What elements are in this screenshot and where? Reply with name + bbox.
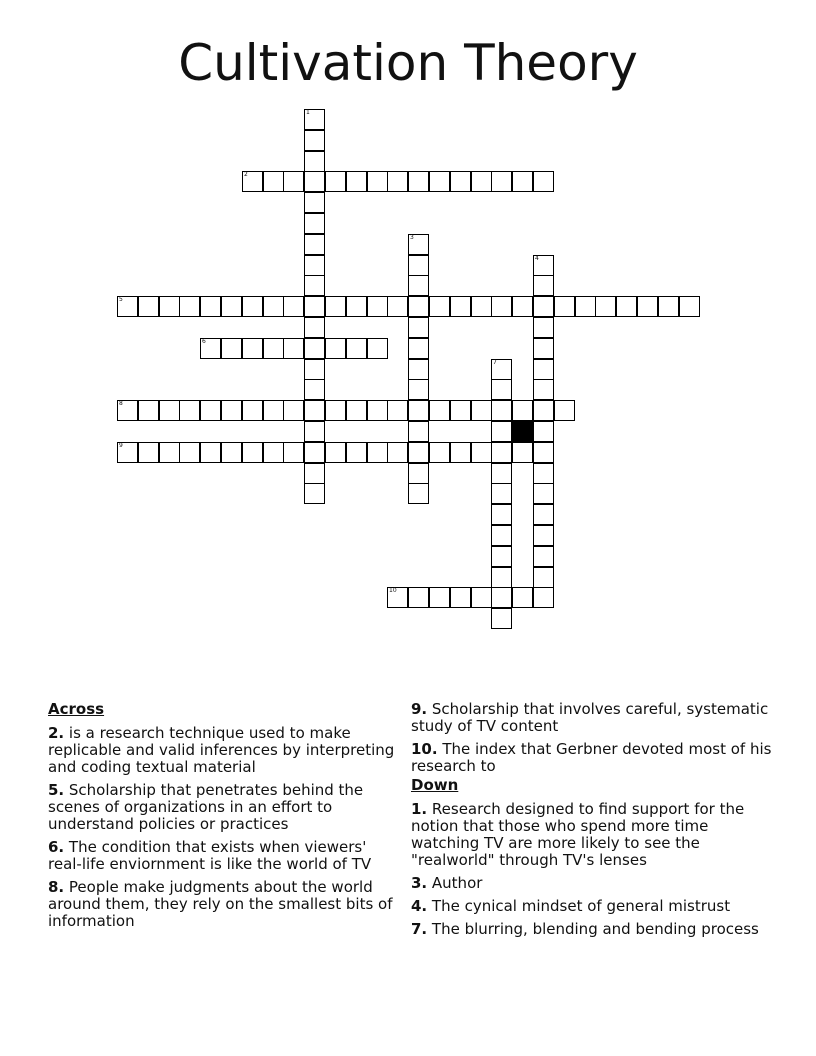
grid-cell[interactable] <box>304 192 325 213</box>
grid-cell[interactable] <box>346 296 367 317</box>
block-cell <box>512 421 533 442</box>
grid-cell[interactable] <box>159 400 180 421</box>
grid-cell[interactable] <box>533 463 554 484</box>
grid-cell[interactable] <box>179 296 200 317</box>
grid-cell[interactable] <box>304 463 325 484</box>
grid-cell[interactable] <box>408 255 429 276</box>
across-clue-9 <box>411 701 773 735</box>
grid-cell[interactable] <box>408 359 429 380</box>
clue-text: The cynical mindset of general mistrust <box>427 897 731 915</box>
grid-cell[interactable] <box>512 296 533 317</box>
grid-cell[interactable] <box>159 296 180 317</box>
across-clue-8 <box>48 879 398 930</box>
grid-cell[interactable] <box>325 400 346 421</box>
grid-cell[interactable] <box>408 234 429 255</box>
grid-cell[interactable] <box>533 171 554 192</box>
clue-text: People make judgments about the world around them, they rely on the smallest bits of information <box>48 878 393 930</box>
grid-cell[interactable] <box>429 400 450 421</box>
grid-cell[interactable] <box>346 171 367 192</box>
grid-cell[interactable] <box>138 400 159 421</box>
clue-number-label: 2 <box>244 171 248 178</box>
grid-cell[interactable] <box>138 296 159 317</box>
grid-cell[interactable] <box>242 400 263 421</box>
grid-cell[interactable] <box>429 587 450 608</box>
grid-cell[interactable] <box>117 296 138 317</box>
grid-cell[interactable] <box>408 442 429 463</box>
grid-cell[interactable] <box>387 171 408 192</box>
grid-cell[interactable] <box>263 400 284 421</box>
grid-cell[interactable] <box>304 359 325 380</box>
down-clue-4 <box>411 898 773 915</box>
grid-cell[interactable] <box>491 608 512 629</box>
grid-cell[interactable] <box>304 421 325 442</box>
grid-cell[interactable] <box>471 587 492 608</box>
grid-cell[interactable] <box>512 400 533 421</box>
clue-number-label: 7 <box>493 359 497 366</box>
grid-cell[interactable] <box>283 296 304 317</box>
grid-cell[interactable] <box>304 234 325 255</box>
grid-cell[interactable] <box>387 400 408 421</box>
clue-number: 8. <box>48 878 65 896</box>
puzzle-title: Cultivation Theory <box>178 34 638 92</box>
grid-cell[interactable] <box>263 338 284 359</box>
grid-cell[interactable] <box>616 296 637 317</box>
grid-cell[interactable] <box>387 442 408 463</box>
clue-number: 10. <box>411 740 438 758</box>
grid-cell[interactable] <box>387 587 408 608</box>
grid-cell[interactable] <box>450 400 471 421</box>
grid-cell[interactable] <box>304 338 325 359</box>
clue-number: 6. <box>48 838 65 856</box>
across-clue-10 <box>411 741 773 775</box>
grid-cell[interactable] <box>491 296 512 317</box>
down-heading: Down <box>411 776 459 794</box>
grid-cell[interactable] <box>491 379 512 400</box>
grid-cell[interactable] <box>491 359 512 380</box>
grid-cell[interactable] <box>283 442 304 463</box>
grid-cell[interactable] <box>283 338 304 359</box>
clue-number-label: 4 <box>535 255 539 262</box>
grid-cell[interactable] <box>491 525 512 546</box>
grid-cell[interactable] <box>554 400 575 421</box>
grid-cell[interactable] <box>533 546 554 567</box>
grid-cell[interactable] <box>408 587 429 608</box>
grid-cell[interactable] <box>533 296 554 317</box>
clue-number: 2. <box>48 724 65 742</box>
grid-cell[interactable] <box>533 421 554 442</box>
grid-cell[interactable] <box>179 442 200 463</box>
clue-text: Scholarship that involves careful, systematic study of TV content <box>411 700 769 735</box>
grid-cell[interactable] <box>679 296 700 317</box>
grid-cell[interactable] <box>450 442 471 463</box>
grid-cell[interactable] <box>242 442 263 463</box>
grid-cell[interactable] <box>367 400 388 421</box>
grid-cell[interactable] <box>179 400 200 421</box>
clue-text: The blurring, blending and bending process <box>427 920 759 938</box>
grid-cell[interactable] <box>429 442 450 463</box>
grid-cell[interactable] <box>533 442 554 463</box>
across-heading: Across <box>48 700 105 718</box>
grid-cell[interactable] <box>304 109 325 130</box>
grid-cell[interactable] <box>408 296 429 317</box>
clue-text: The index that Gerbner devoted most of his research to <box>411 740 772 775</box>
grid-cell[interactable] <box>325 296 346 317</box>
grid-cell[interactable] <box>304 255 325 276</box>
grid-cell[interactable] <box>491 587 512 608</box>
grid-cell[interactable] <box>408 317 429 338</box>
grid-cell[interactable] <box>283 171 304 192</box>
grid-cell[interactable] <box>200 338 221 359</box>
grid-cell[interactable] <box>304 171 325 192</box>
grid-cell[interactable] <box>283 400 304 421</box>
clue-number: 1. <box>411 800 428 818</box>
grid-cell[interactable] <box>533 359 554 380</box>
grid-cell[interactable] <box>367 338 388 359</box>
grid-cell[interactable] <box>408 275 429 296</box>
clue-number-label: 1 <box>306 109 310 116</box>
grid-cell[interactable] <box>408 338 429 359</box>
clue-number: 3. <box>411 874 428 892</box>
clue-number-label: 5 <box>119 296 123 303</box>
grid-cell[interactable] <box>595 296 616 317</box>
grid-cell[interactable] <box>325 442 346 463</box>
grid-cell[interactable] <box>117 442 138 463</box>
grid-cell[interactable] <box>304 213 325 234</box>
clue-number-label: 3 <box>410 234 414 241</box>
grid-cell[interactable] <box>221 400 242 421</box>
grid-cell[interactable] <box>554 296 575 317</box>
grid-cell[interactable] <box>242 338 263 359</box>
grid-cell[interactable] <box>471 400 492 421</box>
grid-cell[interactable] <box>242 296 263 317</box>
grid-cell[interactable] <box>658 296 679 317</box>
across-clue-6 <box>48 839 398 873</box>
grid-cell[interactable] <box>533 567 554 588</box>
grid-cell[interactable] <box>533 504 554 525</box>
grid-cell[interactable] <box>263 442 284 463</box>
grid-cell[interactable] <box>471 442 492 463</box>
down-clue-3 <box>411 875 773 892</box>
clue-number: 7. <box>411 920 428 938</box>
grid-cell[interactable] <box>304 442 325 463</box>
clue-number: 4. <box>411 897 428 915</box>
grid-cell[interactable] <box>533 379 554 400</box>
grid-cell[interactable] <box>367 442 388 463</box>
down-clue-1 <box>411 801 773 869</box>
grid-cell[interactable] <box>346 400 367 421</box>
grid-cell[interactable] <box>221 442 242 463</box>
grid-cell[interactable] <box>575 296 596 317</box>
grid-cell[interactable] <box>242 171 263 192</box>
clues-column-right <box>411 701 773 944</box>
grid-cell[interactable] <box>450 171 471 192</box>
clue-number-label: 6 <box>202 338 206 345</box>
grid-cell[interactable] <box>138 442 159 463</box>
grid-cell[interactable] <box>304 317 325 338</box>
grid-cell[interactable] <box>200 400 221 421</box>
grid-cell[interactable] <box>491 442 512 463</box>
grid-cell[interactable] <box>304 151 325 172</box>
grid-cell[interactable] <box>408 463 429 484</box>
grid-cell[interactable] <box>159 442 180 463</box>
grid-cell[interactable] <box>491 546 512 567</box>
grid-cell[interactable] <box>408 400 429 421</box>
grid-cell[interactable] <box>346 338 367 359</box>
grid-cell[interactable] <box>533 317 554 338</box>
grid-cell[interactable] <box>367 296 388 317</box>
grid-cell[interactable] <box>263 296 284 317</box>
grid-cell[interactable] <box>408 171 429 192</box>
grid-cell[interactable] <box>491 463 512 484</box>
clue-number: 9. <box>411 700 428 718</box>
grid-cell[interactable] <box>304 130 325 151</box>
grid-cell[interactable] <box>471 171 492 192</box>
across-clue-5 <box>48 782 398 833</box>
grid-cell[interactable] <box>221 338 242 359</box>
grid-cell[interactable] <box>533 338 554 359</box>
grid-cell[interactable] <box>533 255 554 276</box>
grid-cell[interactable] <box>304 379 325 400</box>
grid-cell[interactable] <box>346 442 367 463</box>
clues-column-left <box>48 701 398 936</box>
grid-cell[interactable] <box>637 296 658 317</box>
grid-cell[interactable] <box>450 587 471 608</box>
grid-cell[interactable] <box>325 338 346 359</box>
grid-cell[interactable] <box>533 275 554 296</box>
grid-cell[interactable] <box>491 421 512 442</box>
clue-number-label: 10 <box>389 587 397 594</box>
grid-cell[interactable] <box>117 400 138 421</box>
clue-text: Research designed to find support for the notion that those who spend more time watching TV are more likely to see the "realworld" through TV's lenses <box>411 800 745 869</box>
grid-cell[interactable] <box>491 400 512 421</box>
grid-cell[interactable] <box>304 296 325 317</box>
clue-number: 5. <box>48 781 65 799</box>
grid-cell[interactable] <box>491 171 512 192</box>
grid-cell[interactable] <box>221 296 242 317</box>
grid-cell[interactable] <box>512 442 533 463</box>
grid-cell[interactable] <box>533 525 554 546</box>
grid-cell[interactable] <box>200 442 221 463</box>
grid-cell[interactable] <box>491 483 512 504</box>
grid-cell[interactable] <box>429 296 450 317</box>
grid-cell[interactable] <box>367 171 388 192</box>
grid-cell[interactable] <box>491 567 512 588</box>
grid-cell[interactable] <box>325 171 346 192</box>
grid-cell[interactable] <box>263 171 284 192</box>
clue-text: is a research technique used to make replicable and valid inferences by interpreting and coding textual material <box>48 724 395 776</box>
grid-cell[interactable] <box>533 400 554 421</box>
grid-cell[interactable] <box>471 296 492 317</box>
clue-text: Scholarship that penetrates behind the scenes of organizations in an effort to understand policies or practices <box>48 781 364 833</box>
clue-number-label: 9 <box>119 442 123 449</box>
grid-cell[interactable] <box>429 171 450 192</box>
grid-cell[interactable] <box>304 400 325 421</box>
grid-cell[interactable] <box>387 296 408 317</box>
grid-cell[interactable] <box>200 296 221 317</box>
across-clue-2 <box>48 725 398 776</box>
clue-text: Author <box>427 874 483 892</box>
grid-cell[interactable] <box>491 504 512 525</box>
grid-cell[interactable] <box>533 587 554 608</box>
grid-cell[interactable] <box>533 483 554 504</box>
grid-cell[interactable] <box>512 171 533 192</box>
grid-cell[interactable] <box>408 483 429 504</box>
down-clue-7 <box>411 921 773 938</box>
grid-cell[interactable] <box>408 421 429 442</box>
grid-cell[interactable] <box>512 587 533 608</box>
grid-cell[interactable] <box>304 483 325 504</box>
grid-cell[interactable] <box>450 296 471 317</box>
clue-number-label: 8 <box>119 400 123 407</box>
clue-text: The condition that exists when viewers' real-life enviornment is like the world of TV <box>48 838 372 873</box>
grid-cell[interactable] <box>408 379 429 400</box>
grid-cell[interactable] <box>304 275 325 296</box>
